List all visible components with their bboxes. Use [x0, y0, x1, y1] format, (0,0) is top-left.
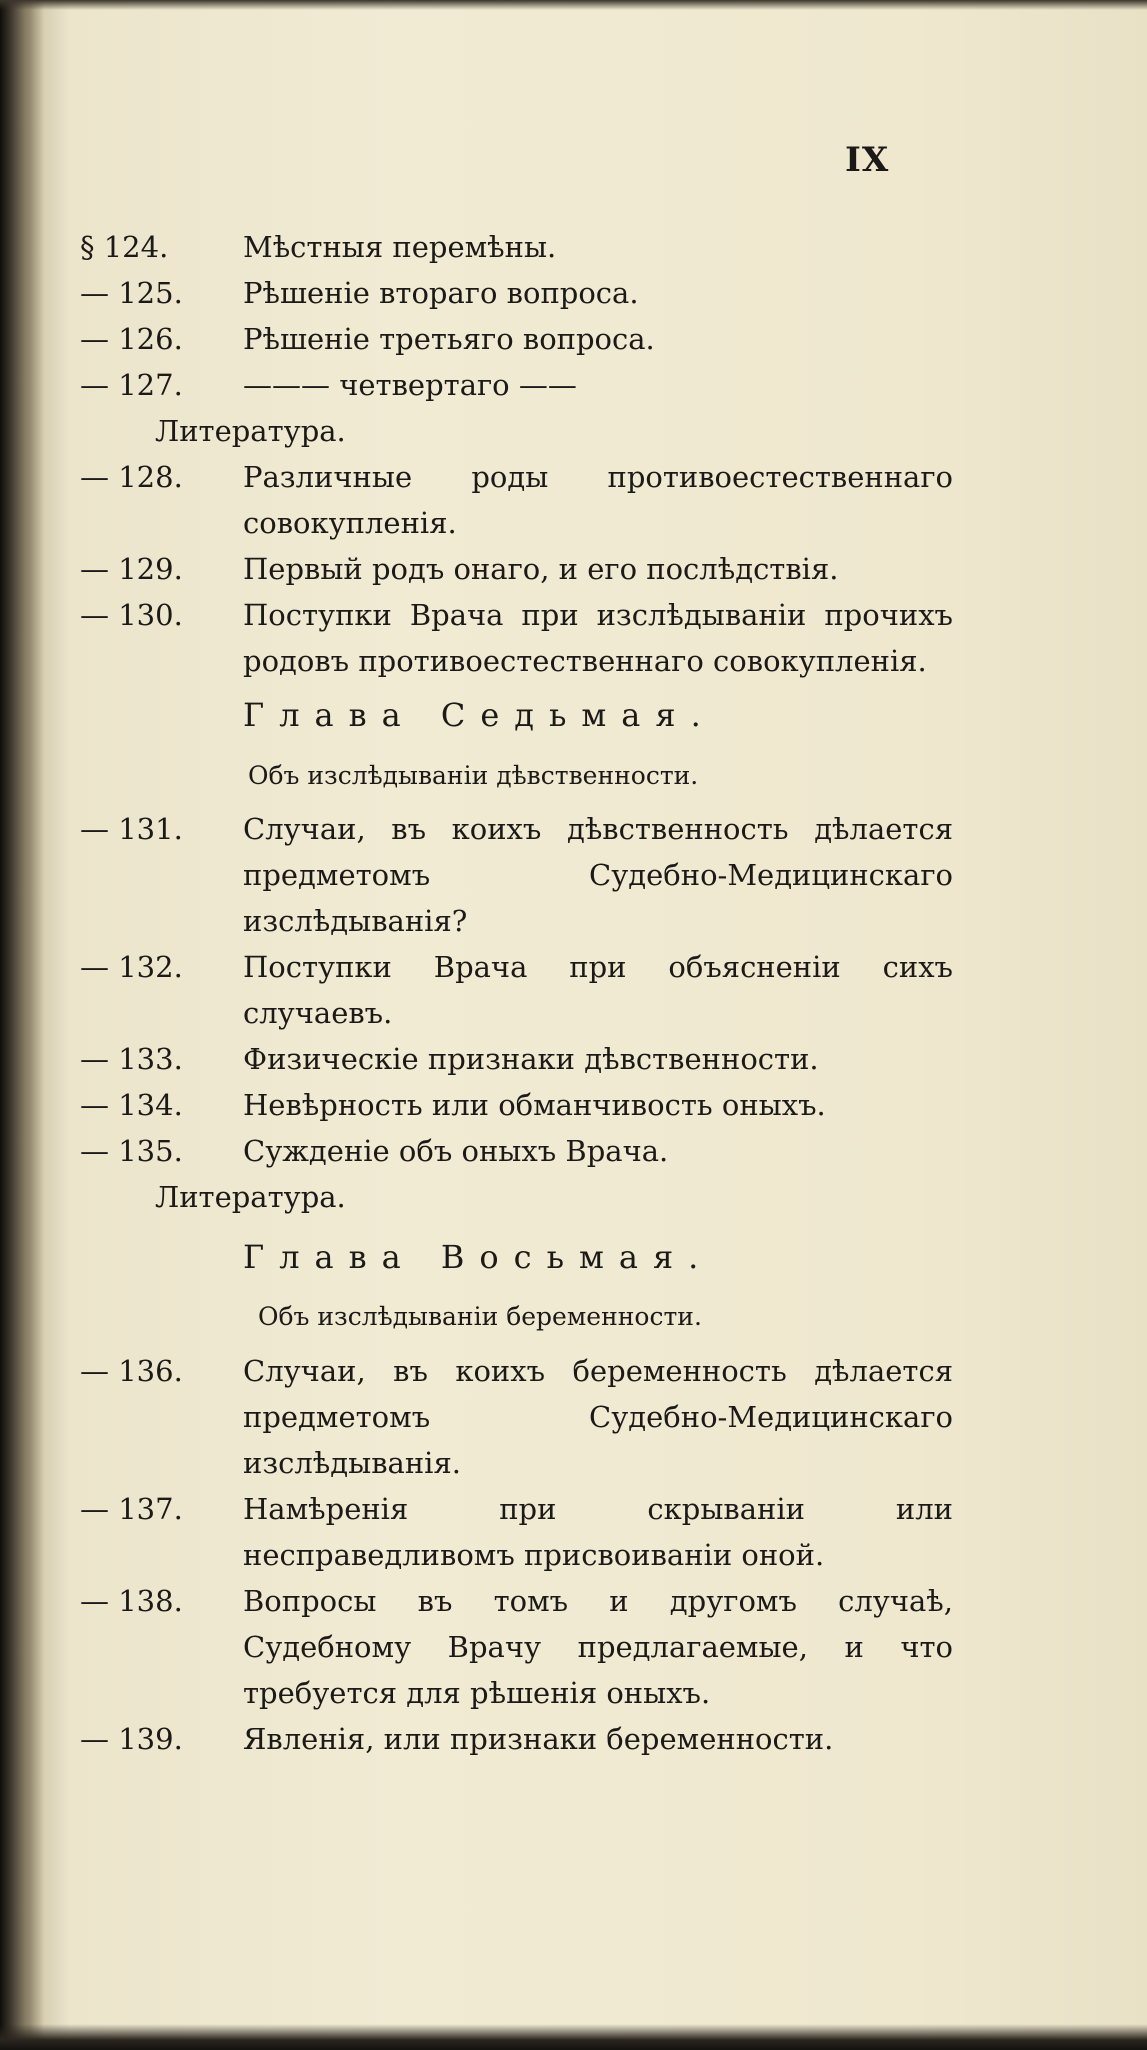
entry-title: Поступки Врача при объясненіи сихъ случаевъ. — [243, 950, 953, 1030]
entry-number: — 135. — [80, 1134, 183, 1168]
entry-number: — 129. — [80, 552, 183, 586]
entry-title: Рѣшеніе втораго вопроса. — [243, 276, 639, 310]
top-edge-shadow — [0, 0, 1147, 10]
entry-title: Случаи, въ коихъ дѣвственность дѣлается предметомъ Судебно-Медицинскаго изслѣдыванія? — [243, 812, 953, 938]
book-spine-shadow — [0, 0, 44, 2050]
entry-number: — 131. — [80, 812, 183, 846]
chapter-eight-subtitle: Объ изслѣдываніи беременности. — [258, 1302, 702, 1331]
entry-title: Случаи, въ коихъ беременность дѣлается предметомъ Судебно-Медицинскаго изслѣдыванія. — [243, 1354, 953, 1480]
bottom-edge-shadow — [0, 2024, 1147, 2050]
entry-number: — 134. — [80, 1088, 183, 1122]
chapter-seven-title: Глава Седьмая. — [243, 696, 716, 734]
entry-title: Физическіе признаки дѣвственности. — [243, 1042, 819, 1076]
entry-title: Явленія, или признаки беременности. — [243, 1722, 834, 1756]
entry-number: — 133. — [80, 1042, 183, 1076]
entry-number: — 127. — [80, 368, 183, 402]
entry-number: — 126. — [80, 322, 183, 356]
entry-title: Рѣшеніе третьяго вопроса. — [243, 322, 655, 356]
entry-number: — 125. — [80, 276, 183, 310]
entry-title: ——— четвертаго —— — [243, 368, 577, 402]
page-number: IX — [845, 140, 890, 180]
entry-title: Поступки Врача при изслѣдываніи прочихъ родовъ противоестественнаго совокупленія. — [243, 598, 953, 678]
literature-heading: Литература. — [155, 1180, 346, 1214]
entry-number: — 136. — [80, 1354, 183, 1388]
entry-number: — 132. — [80, 950, 183, 984]
chapter-seven-subtitle: Объ изслѣдываніи дѣвственности. — [248, 761, 699, 790]
literature-heading: Литература. — [155, 414, 346, 448]
entry-number: — 128. — [80, 460, 183, 494]
entry-title: Первый родъ онаго, и его послѣдствія. — [243, 552, 839, 586]
entry-title: Мѣстныя перемѣны. — [243, 230, 557, 264]
entry-title: Различные роды противоестественнаго совокупленія. — [243, 460, 953, 540]
entry-title: Вопросы въ томъ и другомъ случаѣ, Судебному Врачу предлагаемые, и что требуется для рѣшенія оныхъ. — [243, 1584, 953, 1710]
entry-title: Намѣренія при скрываніи или несправедливомъ присвоиваніи оной. — [243, 1492, 953, 1572]
chapter-eight-title: Глава Восьмая. — [243, 1238, 714, 1276]
entry-number: § 124. — [80, 230, 169, 264]
entry-number: — 138. — [80, 1584, 183, 1618]
entry-title: Невѣрность или обманчивость оныхъ. — [243, 1088, 826, 1122]
entry-number: — 139. — [80, 1722, 183, 1756]
entry-number: — 137. — [80, 1492, 183, 1526]
entry-number: — 130. — [80, 598, 183, 632]
entry-title: Сужденіе объ оныхъ Врача. — [243, 1134, 669, 1168]
